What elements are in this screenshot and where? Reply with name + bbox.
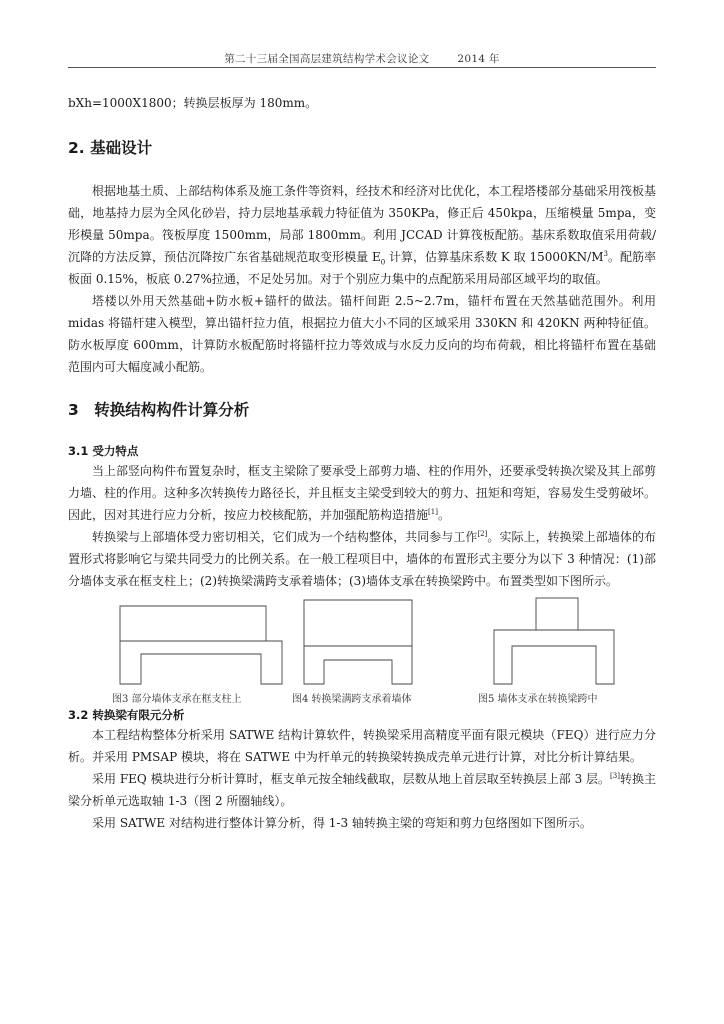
conference-title: 第二十三届全国高层建筑结构学术会议论文 xyxy=(224,53,430,65)
section-3-1-paragraph-1: 当上部竖向构件布置复杂时，框支主梁除了要承受上部剪力墙、柱的作用外，还要承受转换次梁及其上部剪力墙、柱的作用。这种多次转换传力路径长，并且框支主梁受到较大的剪力、扭矩和弯矩，容易发生受剪破坏。因此，因对其进行应力分析，按应力校核配筋，并加强配筋构造措施[1]。 xyxy=(68,464,657,522)
transfer-beam-outline xyxy=(304,646,412,684)
frame-outline xyxy=(120,606,282,684)
figure-3-caption: 图3 部分墙体支承在框支柱上 xyxy=(112,694,242,705)
section-3-2-paragraph-1: 本工程结构整体分析采用 SATWE 结构计算软件，转换梁采用高精度平面有限元模块（FEQ）进行应力分析。并采用 PMSAP 模块，将在 SATWE 中为杆单元的转换梁转换成壳单元进行计算，对比分析计算结果。 xyxy=(68,728,656,764)
section-2-paragraph-1: 根据地基土质、上部结构体系及施工条件等资料，经技术和经济对比优化，本工程塔楼部分基础采用筏板基础，地基持力层为全风化砂岩，持力层地基承载力特征值为 350KPa，修正后 450kpa，压缩模量 5mpa，变形模量 50mpa。筏板厚度 1500mm，局部 1800mm。利用 JCCAD 计算筏板配筋。基床系数取值采用荷载/沉降的方法反算，预估沉降按广东省基础规范取变形模量 $E_0$ 计算，估算基床系数 K 取 $15000KN/M^3$。配筋率板面 0.15%，板底 0.27%拉通，不足处另加。对于个别应力集中的点配筋采用局部区域平均的取值。 xyxy=(68,184,657,286)
header-rule xyxy=(68,67,656,68)
page-header xyxy=(0,51,724,66)
header-year: 2014 年 xyxy=(457,53,500,65)
figure-4-diagram xyxy=(296,596,426,686)
transfer-beam-outline xyxy=(494,630,614,684)
figure-5-diagram xyxy=(486,596,626,686)
intro-line: bXh=1000X1800；转换层板厚为 180mm。 xyxy=(68,96,318,110)
mid-span-wall xyxy=(536,598,578,630)
section-3-1-paragraph-2: 转换梁与上部墙体受力密切相关，它们成为一个结构整体，共同参与工作[2]。实际上，转换梁上部墙体的布置形式将影响它与梁共同受力的比例关系。在一般工程项目中，墙体的布置形式主要分为以下 3 种情况：(1)部分墙体支承在框支柱上；(2)转换梁满跨支承着墙体；(3)墙体支承在转换梁跨中。布置类型如下图所示。 xyxy=(68,530,656,588)
section-3-2-paragraph-3: 采用 SATWE 对结构进行整体计算分析，得 1-3 轴转换主梁的弯矩和剪力包络图如下图所示。 xyxy=(92,816,592,830)
figures-row xyxy=(68,596,656,688)
section-3-1-heading: 3.1 受力特点 xyxy=(68,444,139,458)
section-2-paragraph-2: 塔楼以外用天然基础+防水板+锚杆的做法。锚杆间距 2.5~2.7m，锚杆布置在天然基础范围外。利用 midas 将锚杆建入模型，算出锚杆拉力值，根据拉力值大小不同的区域采用 330KN 和 420KN 两种特征值。防水板厚度 600mm，计算防水板配筋时将锚杆拉力等效成与水反力反向的均布荷载，相比将锚杆布置在基础范围内可大幅度减小配筋。 xyxy=(68,294,656,374)
figure-4-caption: 图4 转换梁满跨支承着墙体 xyxy=(292,694,412,705)
section-3-heading: 3 转换结构构件计算分析 xyxy=(68,401,250,419)
figure-5-caption: 图5 墙体支承在转换梁跨中 xyxy=(478,694,598,705)
section-3-2-paragraph-2: 采用 FEQ 模块进行分析计算时，框支单元按全轴线截取，层数从地上首层取至转换层上部 3 层。[3]转换主梁分析单元选取轴 1-3（图 2 所圈轴线）。 xyxy=(68,772,656,808)
wall-outline xyxy=(304,600,412,646)
page-body xyxy=(68,92,656,834)
section-2-heading: 2. 基础设计 xyxy=(68,139,153,157)
figure-3-diagram xyxy=(116,596,286,686)
section-3-2-heading: 3.2 转换梁有限元分析 xyxy=(68,708,185,722)
figure-captions xyxy=(68,688,656,706)
